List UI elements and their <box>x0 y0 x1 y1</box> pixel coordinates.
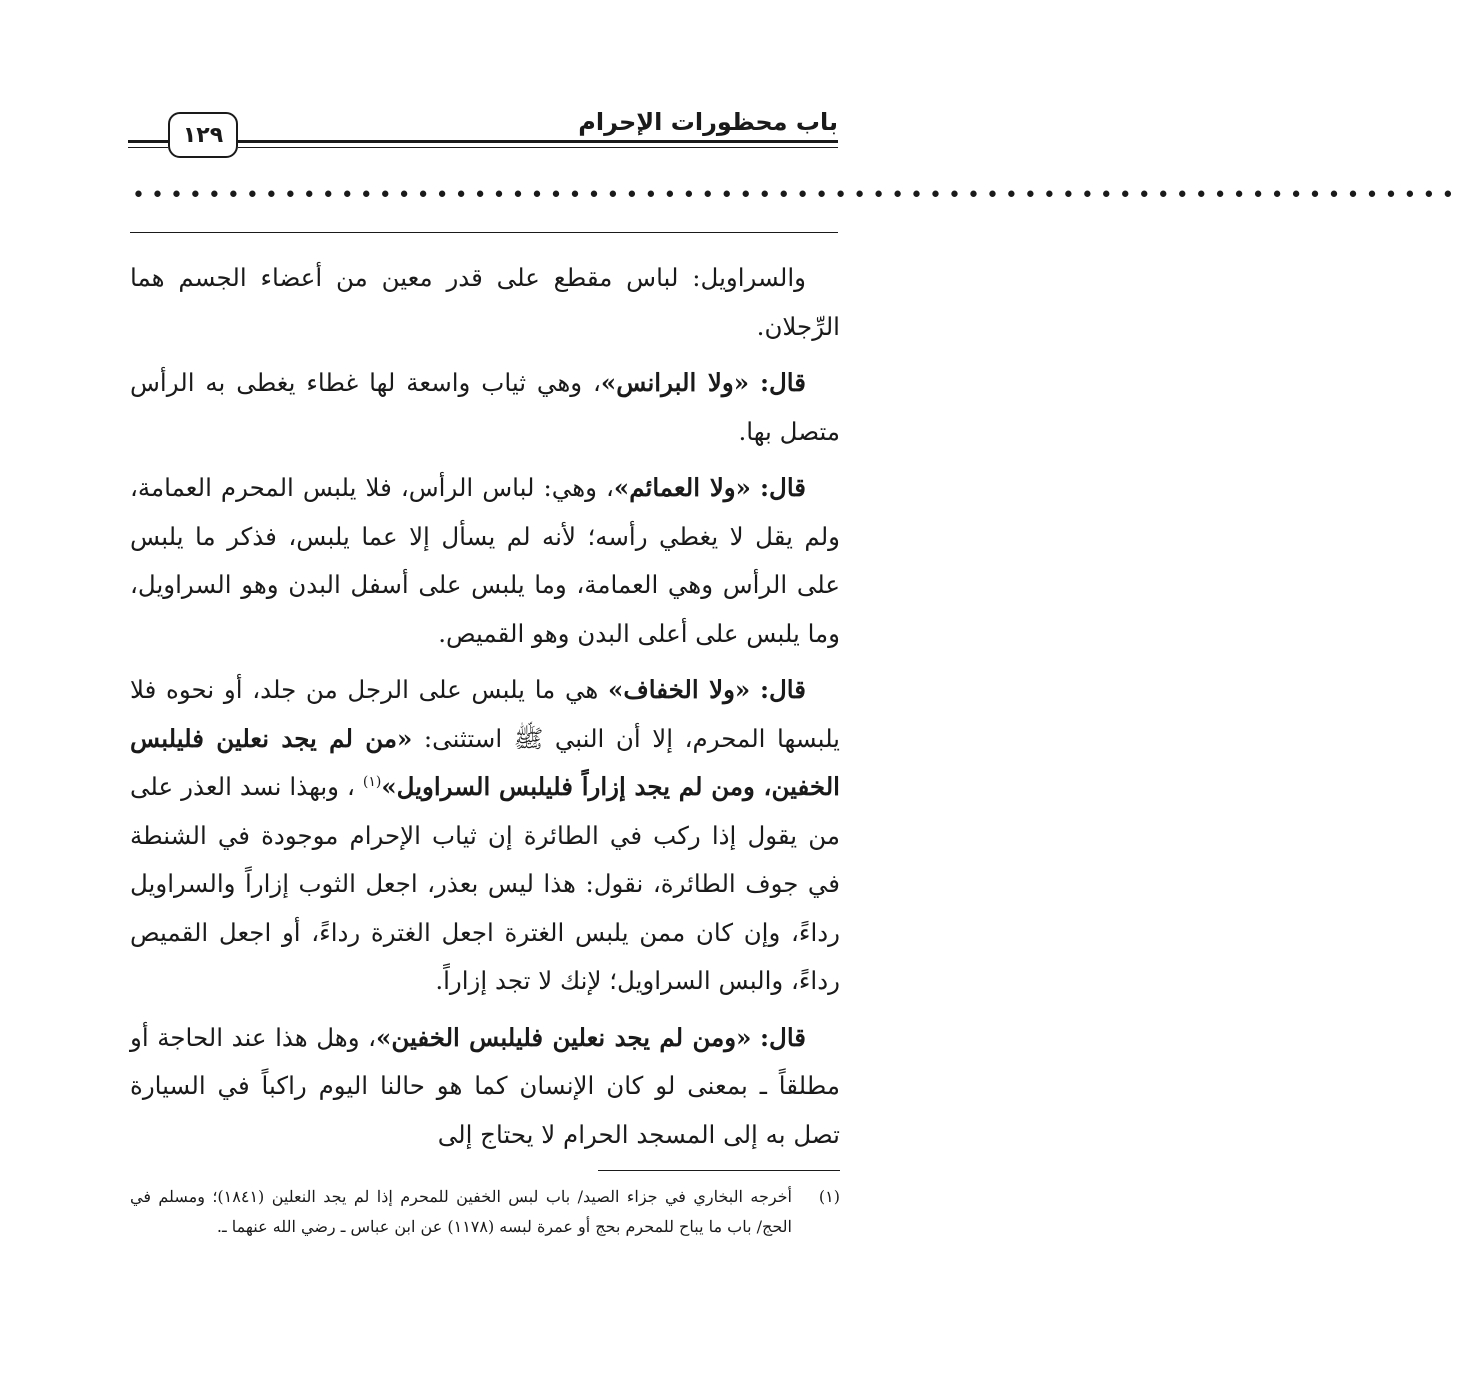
footnote-text: أخرجه البخاري في جزاء الصيد/ باب لبس الخفين للمحرم إذا لم يجد النعلين (١٨٤١)؛ ومسلم في الحج/ باب ما يباح للمحرم بحج أو عمرة لبسه (١١٧٨) عن ابن عباس ـ رضي الله عنهما ـ. <box>130 1187 792 1236</box>
paragraph-text: ، وهي ثياب واسعة لها غطاء يغطى به الرأس متصل بها. <box>130 368 840 446</box>
main-text <box>130 254 840 1167</box>
paragraph-lead: قال: <box>759 1022 806 1052</box>
footnote-divider <box>598 1170 840 1171</box>
paragraph-text: ، وبهذا نسد العذر على من يقول إذا ركب في الطائرة إن ثياب الإحرام موجودة في الشنطة في جوف الطائرة، نقول: هذا ليس بعذر، اجعل الثوب إزاراً والسراويل رداءً، وإن كان ممن يلبس الغترة اجعل الغترة رداءً، أو اجعل القميص رداءً، والبس السراويل؛ لإنك لا تجد إزاراً. <box>130 772 840 995</box>
paragraph-lead: قال: <box>759 675 806 704</box>
paragraph-lead: قال: <box>759 473 806 502</box>
paragraph-text: ، وهي: لباس الرأس، فلا يلبس المحرم العمامة، ولم يقل لا يغطي رأسه؛ لأنه لم يسأل إلا عما يلبس، فذكر ما يلبس على الرأس وهي العمامة، وما يلبس على أسفل البدن وهو السراويل، وما يلبس على أعلى البدن وهو القميص. <box>130 473 840 648</box>
quoted-hadith: «ولا العمائم» <box>613 473 751 502</box>
dotted-separator: •••••••••••••••••••••••••••••••••••••••••••••••••••••••••••••••••••••• <box>132 183 1460 208</box>
paragraph-3 <box>130 464 840 658</box>
page-number: ١٢٩ <box>168 112 238 158</box>
quoted-hadith-exception: «من لم يجد نعلين فليلبس الخفين، ومن لم يجد إزاراً فليلبس السراويل» <box>130 723 840 801</box>
paragraph-text: هي ما يلبس على الرجل من جلد، أو نحوه فلا يلبسها المحرم، إلا أن النبي ﷺ استثنى: <box>130 675 840 753</box>
chapter-title: باب محظورات الإحرام <box>578 108 838 136</box>
paragraph-5 <box>130 1014 840 1160</box>
quoted-hadith: «ومن لم يجد نعلين فليلبس الخفين» <box>376 1022 752 1052</box>
paragraph-2 <box>130 359 840 456</box>
header-rule-left <box>128 140 168 143</box>
page-header <box>128 100 838 160</box>
footnote-item <box>130 1182 840 1242</box>
quoted-hadith: «ولا الخفاف» <box>608 675 751 704</box>
footnotes <box>130 1182 840 1242</box>
paragraph-lead: قال: <box>759 368 806 397</box>
quoted-hadith: «ولا البرانس» <box>600 368 750 397</box>
paragraph-text: ، وهل هذا عند الحاجة أو مطلقاً ـ بمعنى لو كان الإنسان كما هو حالنا اليوم راكباً في السيارة تصل به إلى المسجد الحرام لا يحتاج إلى <box>130 1022 840 1149</box>
paragraph-1 <box>130 254 840 351</box>
header-rule <box>238 140 838 143</box>
footnote-number: (١) <box>818 1187 840 1206</box>
header-rule-left-thin <box>128 147 168 148</box>
paragraph-text: والسراويل: لباس مقطع على قدر معين من أعضاء الجسم هما الرِّجلان. <box>130 263 840 341</box>
footnote-reference[interactable]: (١) <box>362 773 382 790</box>
header-rule-thin <box>238 147 838 148</box>
paragraph-4 <box>130 666 840 1006</box>
top-divider <box>130 232 838 233</box>
